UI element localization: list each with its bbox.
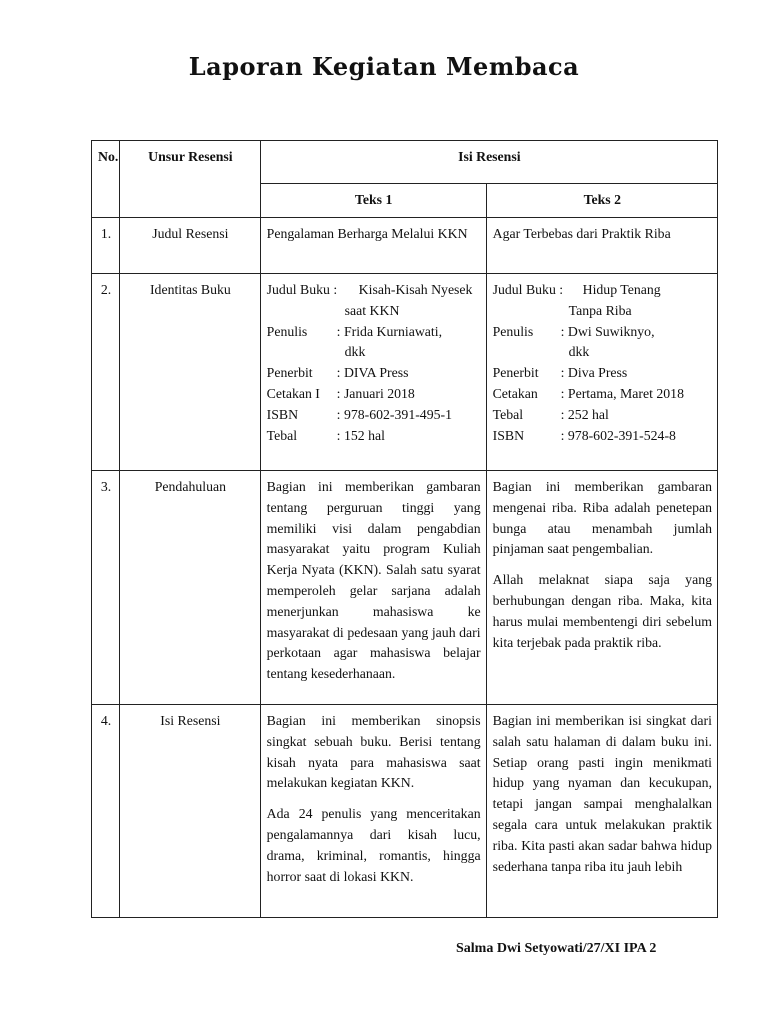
- teks1-isi-resensi: [260, 705, 486, 918]
- teks2-pendahuluan: [486, 471, 717, 705]
- page-title: Laporan Kegiatan Membaca: [188, 52, 580, 81]
- identity-label: Penerbit: [492, 365, 539, 381]
- paragraph: Bagian ini memberikan gambaran tentang perguruan tinggi yang memiliki visi dalam pengabdian masyarakat yaitu program Kuliah Kerja Nyata (KKN). Salah satu syarat memperoleh gelar sarjana adalah menerjunkan mahasiswa ke masyarakat di pedesaan yang jauh dari perkotaan agar mahasiswa belajar tentang kesederhanaan.: [266, 479, 481, 682]
- identity-label: Judul Buku :: [266, 282, 338, 297]
- row-number: 2.: [92, 274, 120, 471]
- paragraph: Bagian ini memberikan isi singkat dari salah satu halaman di dalam buku ini. Setiap orang pasti ingin menikmati hidup yang nyaman dan kecukupan, tetapi jangan sampai menghalalkan segala cara untuk melakukan praktik riba. Kita pasti akan sadar bahwa hidup sederhana tanpa riba itu jauh lebih: [492, 713, 712, 874]
- row-label: Identitas Buku: [120, 274, 261, 471]
- identity-value: saat KKN: [344, 302, 400, 318]
- row-number: 3.: [92, 471, 120, 705]
- teks1-pendahuluan: [260, 471, 486, 705]
- row-label: Judul Resensi: [120, 218, 261, 274]
- identity-value: : Dwi Suwiknyo,: [560, 323, 655, 339]
- teks1-judul: Pengalaman Berharga Melalui KKN: [260, 218, 486, 274]
- identity-list: [493, 280, 712, 446]
- identity-label: [267, 342, 337, 363]
- identity-label: Tebal: [266, 427, 298, 443]
- identity-value: : 152 hal: [336, 427, 385, 443]
- identity-value: dkk: [568, 344, 590, 360]
- identity-value: : 978-602-391-495-1: [336, 406, 452, 422]
- row-number: 1.: [92, 218, 120, 274]
- identity-label: Cetakan I: [266, 385, 320, 401]
- paragraph: Bagian ini memberikan gambaran mengenai riba. Riba adalah penetepan bunga atau menambah jumlah pinjaman saat pengembalian.: [492, 479, 712, 557]
- teks2-judul: Agar Terbebas dari Praktik Riba: [486, 218, 717, 274]
- author-signature-line: Salma Dwi Setyowati/27/XI IPA 2: [456, 941, 657, 956]
- identity-label: Penulis: [492, 323, 534, 339]
- review-table: [91, 140, 718, 918]
- identity-value: : 978-602-391-524-8: [560, 427, 676, 443]
- table-row: [92, 471, 718, 705]
- identity-value: : Pertama, Maret 2018: [560, 385, 684, 401]
- identity-label: Judul Buku :: [492, 282, 564, 297]
- identity-value: : Januari 2018: [336, 385, 415, 401]
- identity-value: Hidup Tenang: [582, 282, 661, 297]
- row-label: Isi Resensi: [120, 705, 261, 918]
- identity-value: : DIVA Press: [336, 365, 409, 381]
- header-teks-2: Teks 2: [486, 184, 717, 218]
- teks2-isi-resensi: [486, 705, 717, 918]
- identity-value: Kisah-Kisah Nyesek: [358, 282, 473, 297]
- teks2-identitas: [486, 274, 717, 471]
- identity-value: : Frida Kurniawati,: [336, 323, 443, 339]
- header-unsur-resensi: Unsur Resensi: [120, 141, 261, 218]
- row-label: Pendahuluan: [120, 471, 261, 705]
- identity-list: [267, 280, 481, 446]
- paragraph: Ada 24 penulis yang menceritakan pengalamannya dari kisah lucu, drama, kriminal, romantis, hingga horror saat di lokasi KKN.: [266, 806, 481, 884]
- identity-label: [267, 301, 337, 322]
- identity-value: dkk: [344, 344, 366, 360]
- identity-label: [493, 342, 561, 363]
- identity-value: : 252 hal: [560, 406, 609, 422]
- row-number: 4.: [92, 705, 120, 918]
- header-no: No.: [92, 141, 120, 218]
- table-row: [92, 218, 718, 274]
- teks1-identitas: [260, 274, 486, 471]
- identity-label: ISBN: [266, 406, 299, 422]
- identity-label: Penerbit: [266, 365, 313, 381]
- identity-label: ISBN: [492, 427, 525, 443]
- identity-label: Cetakan: [492, 385, 538, 401]
- header-isi-resensi: Isi Resensi: [260, 141, 717, 184]
- paragraph: Bagian ini memberikan sinopsis singkat sebuah buku. Berisi tentang kisah nyata para mahasiswa saat melakukan kegiatan KKN.: [266, 713, 481, 791]
- identity-label: Penulis: [266, 323, 308, 339]
- table-row: [92, 705, 718, 918]
- identity-label: [493, 301, 561, 322]
- identity-label: Tebal: [492, 406, 524, 422]
- header-teks-1: Teks 1: [260, 184, 486, 218]
- paragraph: Allah melaknat siapa saja yang berhubungan dengan riba. Maka, kita harus mulai membentengi diri sebelum kita terjebak pada praktik riba.: [492, 572, 712, 650]
- identity-value: Tanpa Riba: [568, 302, 632, 318]
- table-row: [92, 274, 718, 471]
- identity-value: : Diva Press: [560, 365, 628, 381]
